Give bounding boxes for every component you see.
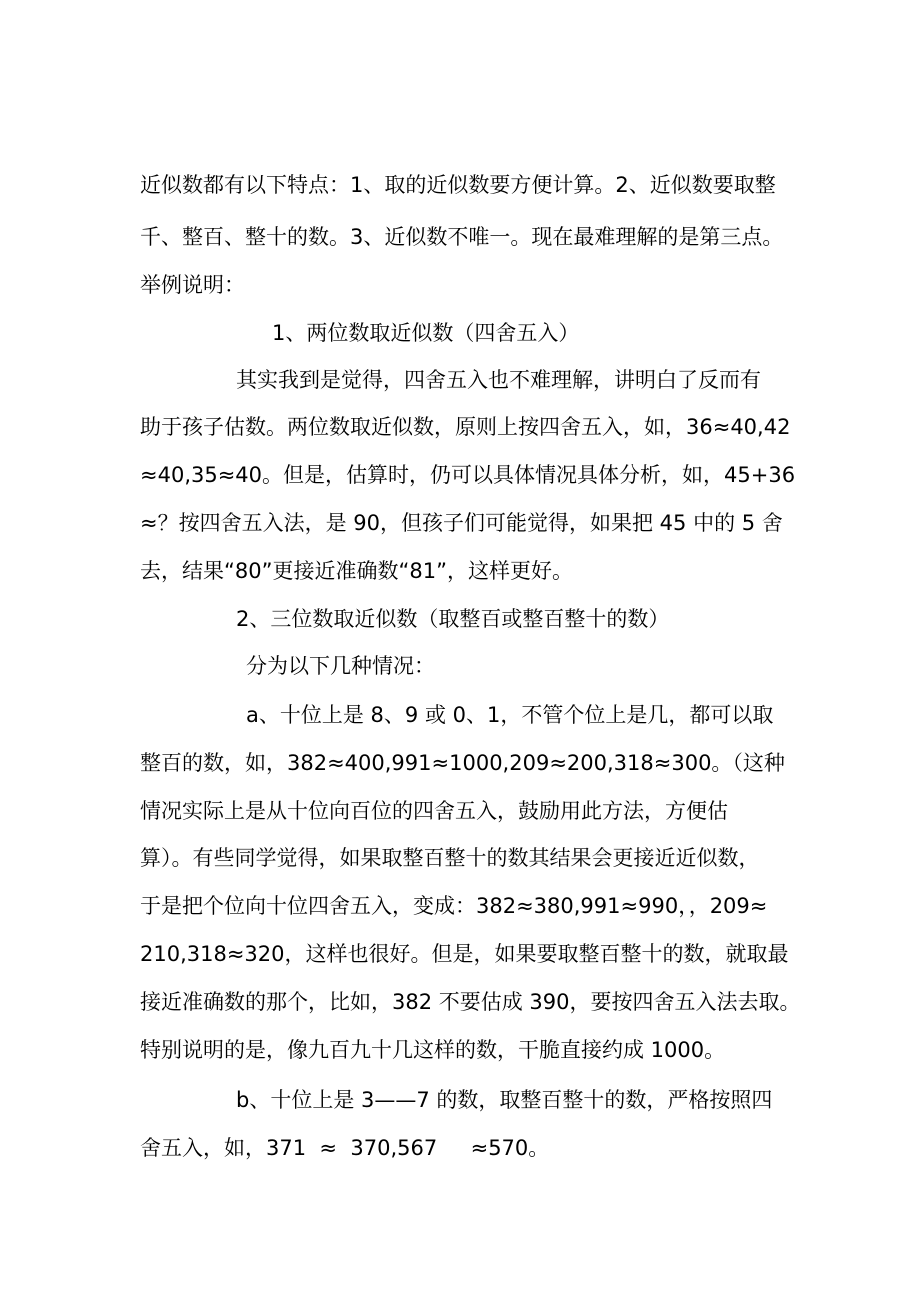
text-line: 接近准确数的那个，比如，382 不要估成 390，要按四舍五入法去取。 [140,990,801,1014]
section-heading: 2、三位数取近似数（取整百或整百整十的数） [236,607,670,631]
text-line: 其实我到是觉得，四舍五入也不难理解，讲明白了反而有 [236,368,761,392]
text-line: 算）。有些同学觉得，如果取整百整十的数其结果会更接近近似数， [140,846,760,870]
text-line: 于是把个位向十位四舍五入，变成：382≈380,991≈990，，209≈ [140,894,768,918]
text-line: ≈40,35≈40。但是，估算时，仍可以具体情况具体分析，如，45+36 [140,463,796,487]
text-line: 近似数都有以下特点：1、取的近似数要方便计算。2、近似数要取整 [140,173,776,197]
text-line: b、十位上是 3——7 的数，取整百整十的数，严格按照四 [236,1088,773,1112]
text-line: 特别说明的是，像九百九十几这样的数，干脆直接约成 1000。 [140,1038,726,1062]
text-line: 千、整百、整十的数。3、近似数不唯一。现在最难理解的是第三点。 [140,225,784,249]
text-line: 去，结果“80”更接近准确数“81”，这样更好。 [140,559,573,583]
section-heading: 1、两位数取近似数（四舍五入） [272,321,580,345]
text-line: 情况实际上是从十位向百位的四舍五入，鼓励用此方法，方便估 [140,799,728,823]
text-line: 助于孩子估数。两位数取近似数，原则上按四舍五入，如，36≈40,42 [140,415,791,439]
text-line: ≈？按四舍五入法，是 90，但孩子们可能觉得，如果把 45 中的 5 舍 [140,511,783,535]
text-line: a、十位上是 8、9 或 0、1，不管个位上是几，都可以取 [246,703,774,727]
text-line: 整百的数，如，382≈400,991≈1000,209≈200,318≈300。（这种 [140,751,785,775]
text-line: 分为以下几种情况： [246,654,435,678]
text-line: 举例说明： [140,273,245,297]
text-line: 210,318≈320，这样也很好。但是，如果要取整百整十的数，就取最 [140,942,789,966]
text-line: 舍五入，如，371 ≈ 370,567 ≈570。 [140,1136,550,1160]
